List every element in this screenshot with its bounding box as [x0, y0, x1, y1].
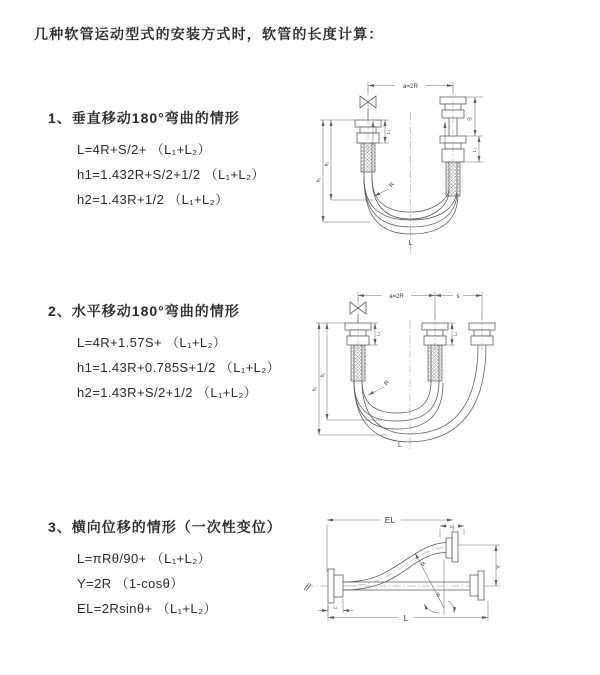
dim-label-h2: h₂	[320, 372, 326, 378]
angle-theta-label: θ	[436, 593, 440, 599]
dim-label-l: L	[398, 442, 402, 449]
dim-label-r: R	[388, 181, 396, 189]
dim-label-h1: h₁	[312, 386, 318, 392]
dim-label-s: S	[467, 117, 474, 121]
centerlines	[358, 298, 482, 451]
page-title: 几种软管运动型式的安装方式时，软管的长度计算：	[34, 26, 384, 42]
braided-hose-section	[351, 345, 365, 381]
dim-label-l2: L₂	[452, 331, 458, 337]
dim-label-l: L	[408, 238, 413, 247]
formula-line: h1=1.43R+0.785S+1/2 （L₁+L₂）	[77, 360, 281, 375]
formula-line: L=πRθ/90+ （L₁+L₂）	[77, 551, 211, 566]
dim-label-r: R	[420, 561, 428, 568]
dim-label-l: L	[403, 613, 409, 623]
dimension-lines	[312, 292, 482, 449]
formula-line: Y=2R （1-cosθ）	[77, 576, 184, 591]
section-3-formulas	[77, 546, 282, 621]
section-1-formulas	[77, 137, 265, 212]
centerline-break-mark	[304, 583, 311, 591]
diagram-horizontal-180-bend	[312, 283, 597, 463]
dim-label-h2: h₂	[324, 161, 330, 167]
section-3	[48, 517, 282, 621]
dim-label-y: Y	[496, 564, 503, 570]
right-flange	[470, 571, 484, 600]
formula-line: h1=1.432R+S/2+1/2 （L₁+L₂）	[77, 167, 265, 182]
braided-hose-section	[446, 162, 460, 196]
centerlines	[368, 86, 453, 254]
upper-flange	[446, 532, 458, 562]
dim-label-s: s	[456, 293, 460, 300]
section-2-heading: 2、水平移动180°弯曲的情形	[48, 303, 240, 319]
dim-label-l2: L₂	[450, 525, 455, 530]
section-2	[48, 301, 280, 405]
dim-label-r: R	[383, 379, 391, 387]
section-2-formulas	[77, 330, 280, 405]
diagram-vertical-180-bend	[315, 72, 590, 262]
dimension-lines	[318, 515, 503, 623]
diagram-lateral-displacement	[302, 505, 597, 655]
formula-line: h2=1.43R+S/2+1/2 （L₁+L₂）	[77, 385, 258, 400]
dim-label-l1: L₁	[387, 129, 392, 135]
dim-label-a2r: a=2R	[389, 293, 404, 300]
formula-line: L=4R+1.57S+ （L₁+L₂）	[77, 335, 227, 350]
formula-line: L=4R+S/2+ （L₁+L₂）	[77, 142, 212, 157]
section-1-heading: 1、垂直移动180°弯曲的情形	[48, 110, 240, 126]
section-1	[48, 108, 265, 212]
dim-label-l1: L₁	[375, 331, 381, 337]
dim-label-el: EL	[384, 514, 396, 525]
dim-label-l1: L₁	[333, 605, 338, 611]
section-3-heading: 3、横向位移的情形（一次性变位）	[48, 519, 282, 535]
dim-label-l2: L₂	[473, 147, 478, 153]
dim-label-a2r: a=2R	[403, 82, 418, 90]
formula-line: h2=1.43R+1/2 （L₁+L₂）	[77, 192, 229, 207]
dim-label-h1: h₁	[316, 177, 322, 183]
left-flange	[328, 569, 343, 603]
formula-line: EL=2Rsinθ+ （L₁+L₂）	[77, 601, 217, 616]
braided-hose-section	[428, 345, 442, 381]
